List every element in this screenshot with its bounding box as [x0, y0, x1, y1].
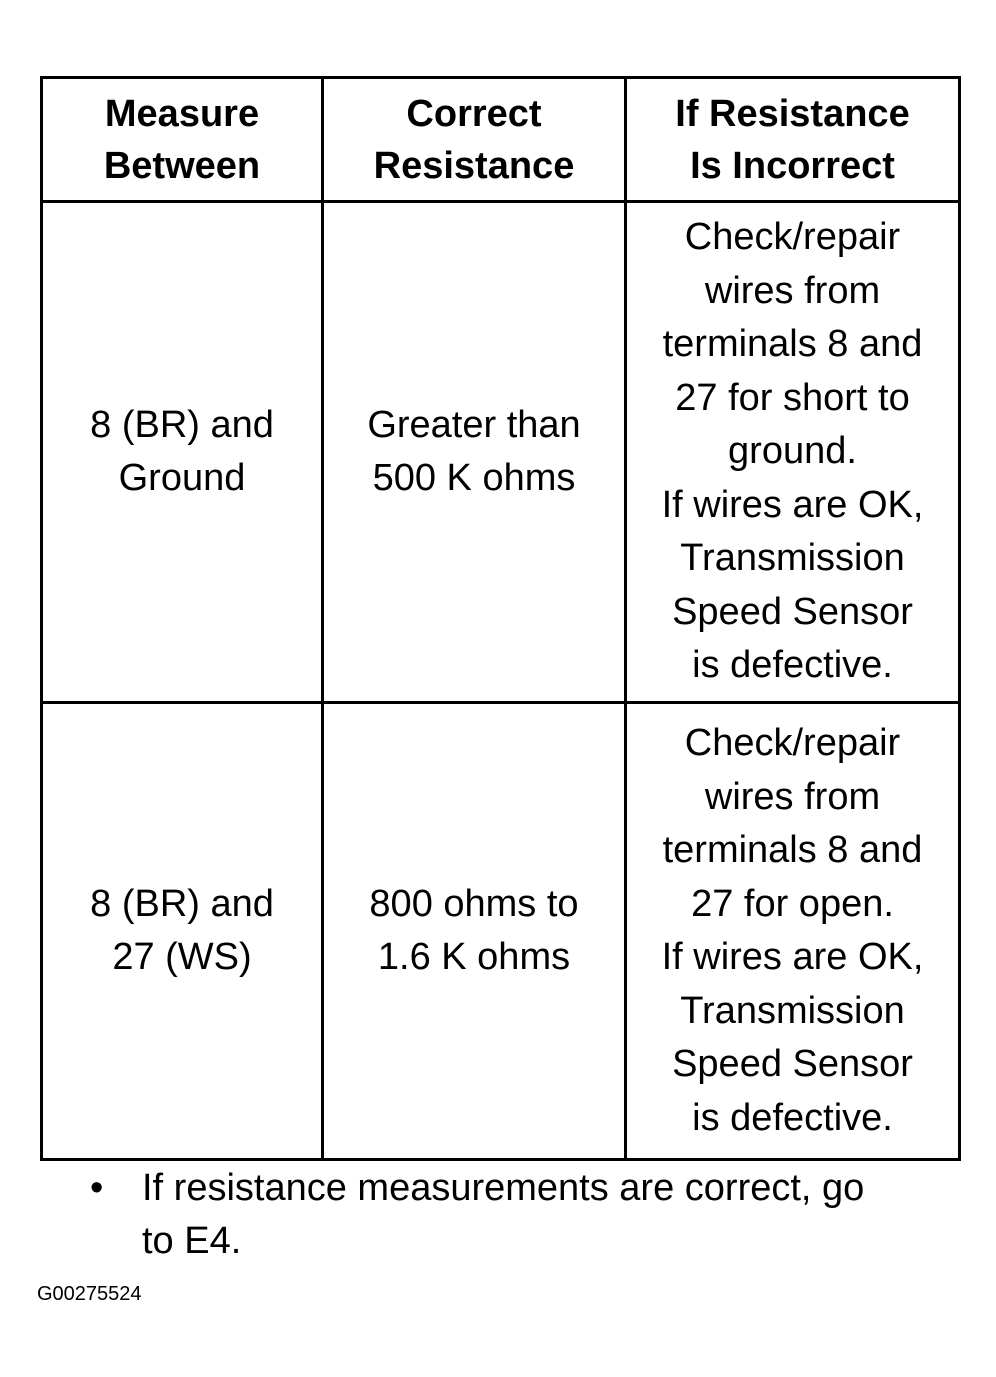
- cell-if-incorrect: Check/repair wires from terminals 8 and 27 for short to ground. If wires are OK, Transmission Speed Sensor is defective.: [626, 202, 960, 703]
- figure-id: G00275524: [37, 1283, 142, 1305]
- header-if-incorrect: If Resistance Is Incorrect: [626, 78, 960, 202]
- bullet-icon: •: [90, 1167, 104, 1209]
- header-correct-resistance: Correct Resistance: [323, 78, 626, 202]
- cell-measure-between: 8 (BR) and Ground: [42, 202, 323, 703]
- cell-correct-resistance: 800 ohms to 1.6 K ohms: [323, 703, 626, 1160]
- note-text: If resistance measurements are correct, go to E4.: [142, 1167, 865, 1262]
- table-row: [42, 703, 960, 1160]
- cell-correct-resistance: Greater than 500 K ohms: [323, 202, 626, 703]
- cell-if-incorrect: Check/repair wires from terminals 8 and 27 for open. If wires are OK, Transmission Speed Sensor is defective.: [626, 703, 960, 1160]
- table-body: [42, 202, 960, 1160]
- table-header: [42, 78, 960, 202]
- header-measure-between: Measure Between: [42, 78, 323, 202]
- header-row: [42, 78, 960, 202]
- cell-measure-between: 8 (BR) and 27 (WS): [42, 703, 323, 1160]
- table-row: [42, 202, 960, 703]
- resistance-table: [40, 76, 961, 1161]
